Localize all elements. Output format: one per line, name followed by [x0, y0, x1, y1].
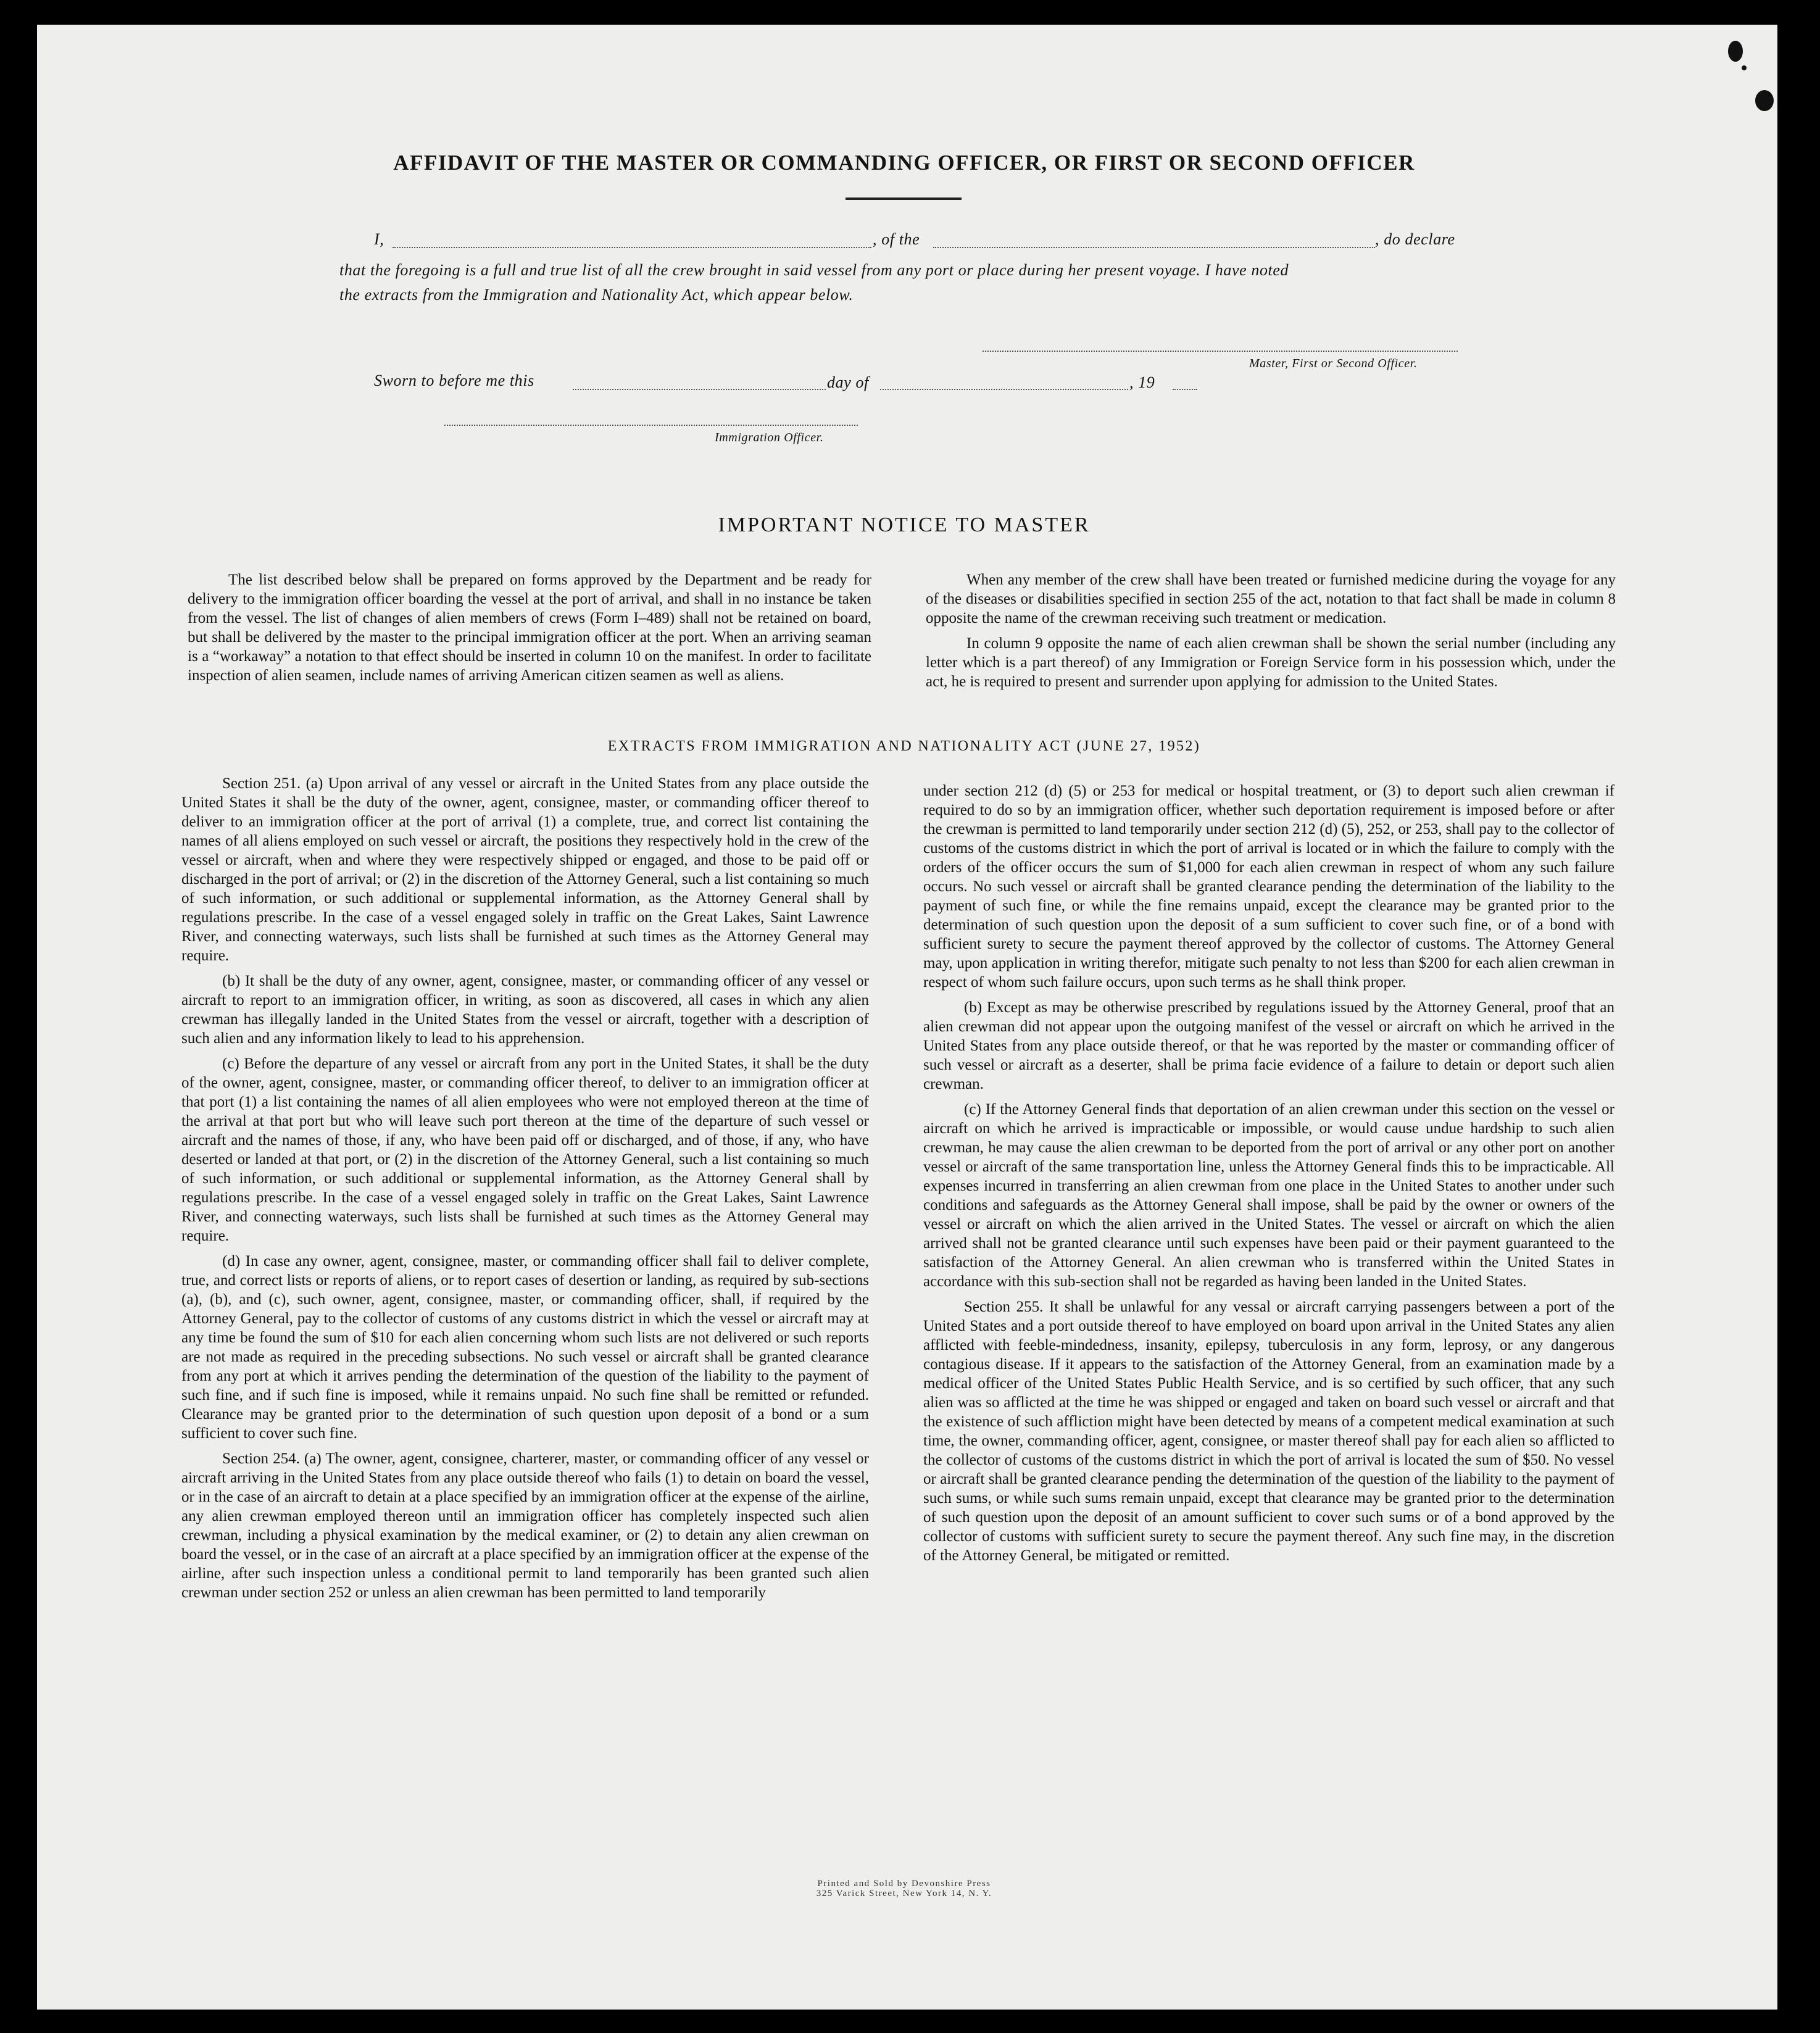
act-section-paragraph: (b) Except as may be otherwise prescribed by regulations issued by the Attorney General, proof that an alien crewman did not appear upon the outgoing manifest of the vessel or aircraft on which he arrived in the United States from any place outside thereof, or that he was reported by the master or commanding officer of such vessel or aircraft as a deserter, shall be prima facie evidence of a failure to detain or deport such alien crewman. [923, 999, 1614, 1092]
act-section-paragraph: Section 251. (a) Upon arrival of any vessel or aircraft in the United States from any place outside the United States it shall be the duty of the owner, agent, consignee, master, or commanding officer thereof to deliver to an immigration officer at the port of arrival (1) a complete, true, and correct list containing the names of all aliens employed on such vessel or aircraft, the positions they respectively hold in the crew of the vessel or aircraft, when and where they were respectively shipped or engaged, and those to be paid off or discharged in the port of arrival; or (2) in the discretion of the Attorney General, such a list containing so much of such information, or such additional or supplemental information, as the Attorney General shall by regulations prescribe. In the case of a vessel engaged solely in traffic on the Great Lakes, Saint Lawrence River, and connecting waterways, such lists shall be furnished at such times as the Attorney General may require. [181, 775, 869, 964]
notice-left-column [188, 570, 871, 691]
declarant-prefix: I, [374, 230, 384, 248]
affidavit-statement-line-3: the extracts from the Immigration and Nationality Act, which appear below. [339, 286, 854, 304]
sworn-label: Sworn to before me this [374, 372, 534, 389]
day-of-label: day of [827, 373, 869, 391]
vessel-name-field[interactable] [933, 247, 1375, 248]
notice-title: IMPORTANT NOTICE TO MASTER [718, 513, 1091, 536]
act-section-paragraph: (b) It shall be the duty of any owner, agent, consignee, master, or commanding officer of any vessel or aircraft to report to an immigration officer, in writing, as soon as discovered, all cases in which any alien crewman has illegally landed in the United States from the vessel or aircraft, together with a description of such alien and any information likely to lead to his apprehension. [181, 973, 869, 1047]
declarant-name-field[interactable] [393, 247, 871, 248]
ink-speck [1742, 65, 1747, 70]
immigration-officer-signature-field[interactable] [444, 425, 858, 426]
act-section-paragraph: under section 212 (d) (5) or 253 for medical or hospital treatment, or (3) to deport such alien crewman if required to do so by an immigration officer, whether such deportation requirement is imposed before or after the crewman is permitted to land temporarily under section 212 (d) (5), 252, or 253, shall pay to the collector of customs of the customs district in which the port of arrival is located or in which the failure to comply with the orders of the officer occurs the sum of $1,000 for each alien crewman in respect of whom any such failure occurs. No such vessel or aircraft shall be granted clearance pending the determination of the liability to the payment of such fine, or while the fine remains unpaid, except the clearance may be granted prior to the determination of such question upon the deposit of a sum sufficient to cover such fine, or of a bond with sufficient surety to secure the payment thereof approved by the collector of customs. The Attorney General may, upon application in writing therefor, mitigate such penalty to not less than $200 for each alien crewman in respect of whom such failure occurs, upon such terms as he shall think proper. [923, 783, 1614, 991]
master-signature-field[interactable] [983, 351, 1458, 352]
sworn-month-field[interactable] [880, 389, 1128, 390]
notice-paragraph: When any member of the crew shall have been treated or furnished medicine during the voyage for any of the diseases or disabilities specified in section 255 of the act, notation to that fact shall be made in column 8 opposite the name of the crewman receiving such treatment or medication. [926, 572, 1616, 626]
act-section-paragraph: (c) If the Attorney General finds that deportation of an alien crewman under this section on the vessel or aircraft on which he arrived is impracticable or impossible, or would cause undue hardship to such alien crewman, he may cause the alien crewman to be deported from the port of arrival or any other port on another vessel or aircraft of the same transportation line, unless the Attorney General finds this to be impracticable. All expenses incurred in transferring an alien crewman from one place in the United States to another under such conditions and safeguards as the Attorney General shall impose, shall be paid by the owner or owners of the vessel or aircraft on which the alien arrived in the United States. The vessel or aircraft on which the alien arrived shall not be granted clearance until such expenses have been paid or their payment guaranteed to the satisfaction of the Attorney General. An alien crewman who is transferred within the United States in accordance with this sub-section shall not be regarded as having been landed in the United States. [923, 1101, 1614, 1290]
affidavit-title: AFFIDAVIT OF THE MASTER OR COMMANDING OFFICER, OR FIRST OR SECOND OFFICER [393, 151, 1415, 175]
title-divider [846, 197, 962, 200]
printer-imprint [0, 1879, 1808, 1898]
notice-right-column [926, 570, 1616, 697]
declare-label: , do declare [1375, 230, 1455, 248]
vessel-of-the-label: , of the [873, 230, 920, 248]
ink-blot [1728, 41, 1743, 62]
sworn-year-field[interactable] [1173, 389, 1197, 390]
immigration-officer-label: Immigration Officer. [715, 431, 824, 444]
extracts-left-column [181, 774, 869, 1608]
act-section-paragraph: Section 255. It shall be unlawful for any vessal or aircraft carrying passengers between a port of the United States and a port outside thereof to have employed on board upon arrival in the United States any alien afflicted with feeble-mindedness, insanity, epilepsy, tuberculosis in any form, leprosy, or any dangerous contagious disease. If it appears to the satisfaction of the Attorney General, from an examination made by a medical officer of the United States Public Health Service, and is so certified by such officer, that any such alien was so afflicted at the time he was shipped or engaged and taken on board such vessel or aircraft and that the existence of such affliction might have been detected by means of a competent medical examination at such time, the owner, commanding officer, agent, consignee, or master thereof shall pay for each alien so afflicted to the collector of customs of the customs district in which the port of arrival is located the sum of $50. No vessel or aircraft shall be granted clearance pending the determination of the question of the liability to the payment of such sums, or while such sums remain unpaid, except that clearance may be granted prior to the determination of such question upon the deposit of an amount sufficient to cover such sums or of a bond approved by the collector of customs with sufficient surety to secure the payment thereof. Any such fine may, in the discretion of the Attorney General, be mitigated or remitted. [923, 1299, 1614, 1564]
sworn-day-field[interactable] [573, 389, 826, 390]
extracts-right-column [923, 781, 1614, 1571]
extracts-title: EXTRACTS FROM IMMIGRATION AND NATIONALITY ACT (JUNE 27, 1952) [607, 738, 1201, 754]
notice-paragraph: In column 9 opposite the name of each alien crewman shall be shown the serial number (including any letter which is a part thereof) of any Immigration or Foreign Service form in his possession which, under the act, he is required to present and surrender upon applying for admission to the United States. [926, 635, 1616, 690]
printer-imprint-line: 325 Varick Street, New York 14, N. Y. [816, 1889, 992, 1898]
affidavit-statement-line-2: that the foregoing is a full and true list of all the crew brought in said vessel from any port or place during her present voyage. I have noted [339, 261, 1289, 279]
ink-blot [1755, 90, 1774, 111]
master-signature-label: Master, First or Second Officer. [1249, 357, 1418, 370]
notice-paragraph: The list described below shall be prepared on forms approved by the Department and be ready for delivery to the immigration officer boarding the vessel at the port of arrival, and shall in no instance be taken from the vessel. The list of changes of alien members of crews (Form I–489) shall not be retained on board, but shall be delivered by the master to the principal immigration officer at the port. When an arriving seaman is a “workaway” a notation to that effect should be inserted in column 10 on the manifest. In order to facilitate inspection of alien seamen, include names of arriving American citizen seamen as well as aliens. [188, 572, 871, 684]
act-section-paragraph: Section 254. (a) The owner, agent, consignee, charterer, master, or commanding officer of any vessel or aircraft arriving in the United States from any place outside thereof who fails (1) to detain on board the vessel, or in the case of an aircraft to detain at a place specified by an immigration officer at the expense of the airline, any alien crewman employed thereon until an immigration officer has completely inspected such alien crewman, including a physical examination by the medical examiner, or (2) to detain any alien crewman on board the vessel, or in the case of an aircraft at a place specified by an immigration officer at the expense of the airline, after such inspection unless a conditional permit to land temporarily has been granted such alien crewman under section 252 or unless an alien crewman has been permitted to land temporarily [181, 1450, 869, 1601]
act-section-paragraph: (c) Before the departure of any vessel or aircraft from any port in the United States, it shall be the duty of the owner, agent, consignee, master, or commanding officer thereof, to deliver to an immigration officer at that port (1) a list containing the names of all alien employees who were not employed thereon at the time of the arrival at that port but who will leave such port thereon at the time of the departure of such vessel or aircraft and the names of those, if any, who have been paid off or discharged, and of those, if any, who have deserted or landed at that port, or (2) in the discretion of the Attorney General, such a list containing so much of such information, or such additional or supplemental information, as the Attorney General shall by regulations prescribe. In the case of a vessel engaged solely in traffic on the Great Lakes, Saint Lawrence River, and connecting waterways, such lists shall be furnished at such times as the Attorney General may require. [181, 1055, 869, 1244]
year-label: , 19 [1129, 373, 1155, 391]
act-section-paragraph: (d) In case any owner, agent, consignee, master, or commanding officer shall fail to deliver complete, true, and correct lists or reports of aliens, or to report cases of desertion or landing, as required by sub-sections (a), (b), and (c), such owner, agent, consignee, master, or commanding officer, shall, if required by the Attorney General, pay to the collector of customs of any customs district in which the vessel or aircraft may at any time be found the sum of $10 for each alien concerning whom such lists are not delivered or such reports are not made as required in the preceding subsections. No such vessel or aircraft shall be granted clearance from any port at which it arrives pending the determination of the question of the liability to the payment of such fine, and if such fine is imposed, while it remains unpaid. No such fine shall be remitted or refunded. Clearance may be granted prior to the determination of such question upon deposit of a bond or a sum sufficient to cover such fine. [181, 1253, 869, 1442]
printer-imprint-line: Printed and Sold by Devonshire Press [817, 1879, 991, 1889]
